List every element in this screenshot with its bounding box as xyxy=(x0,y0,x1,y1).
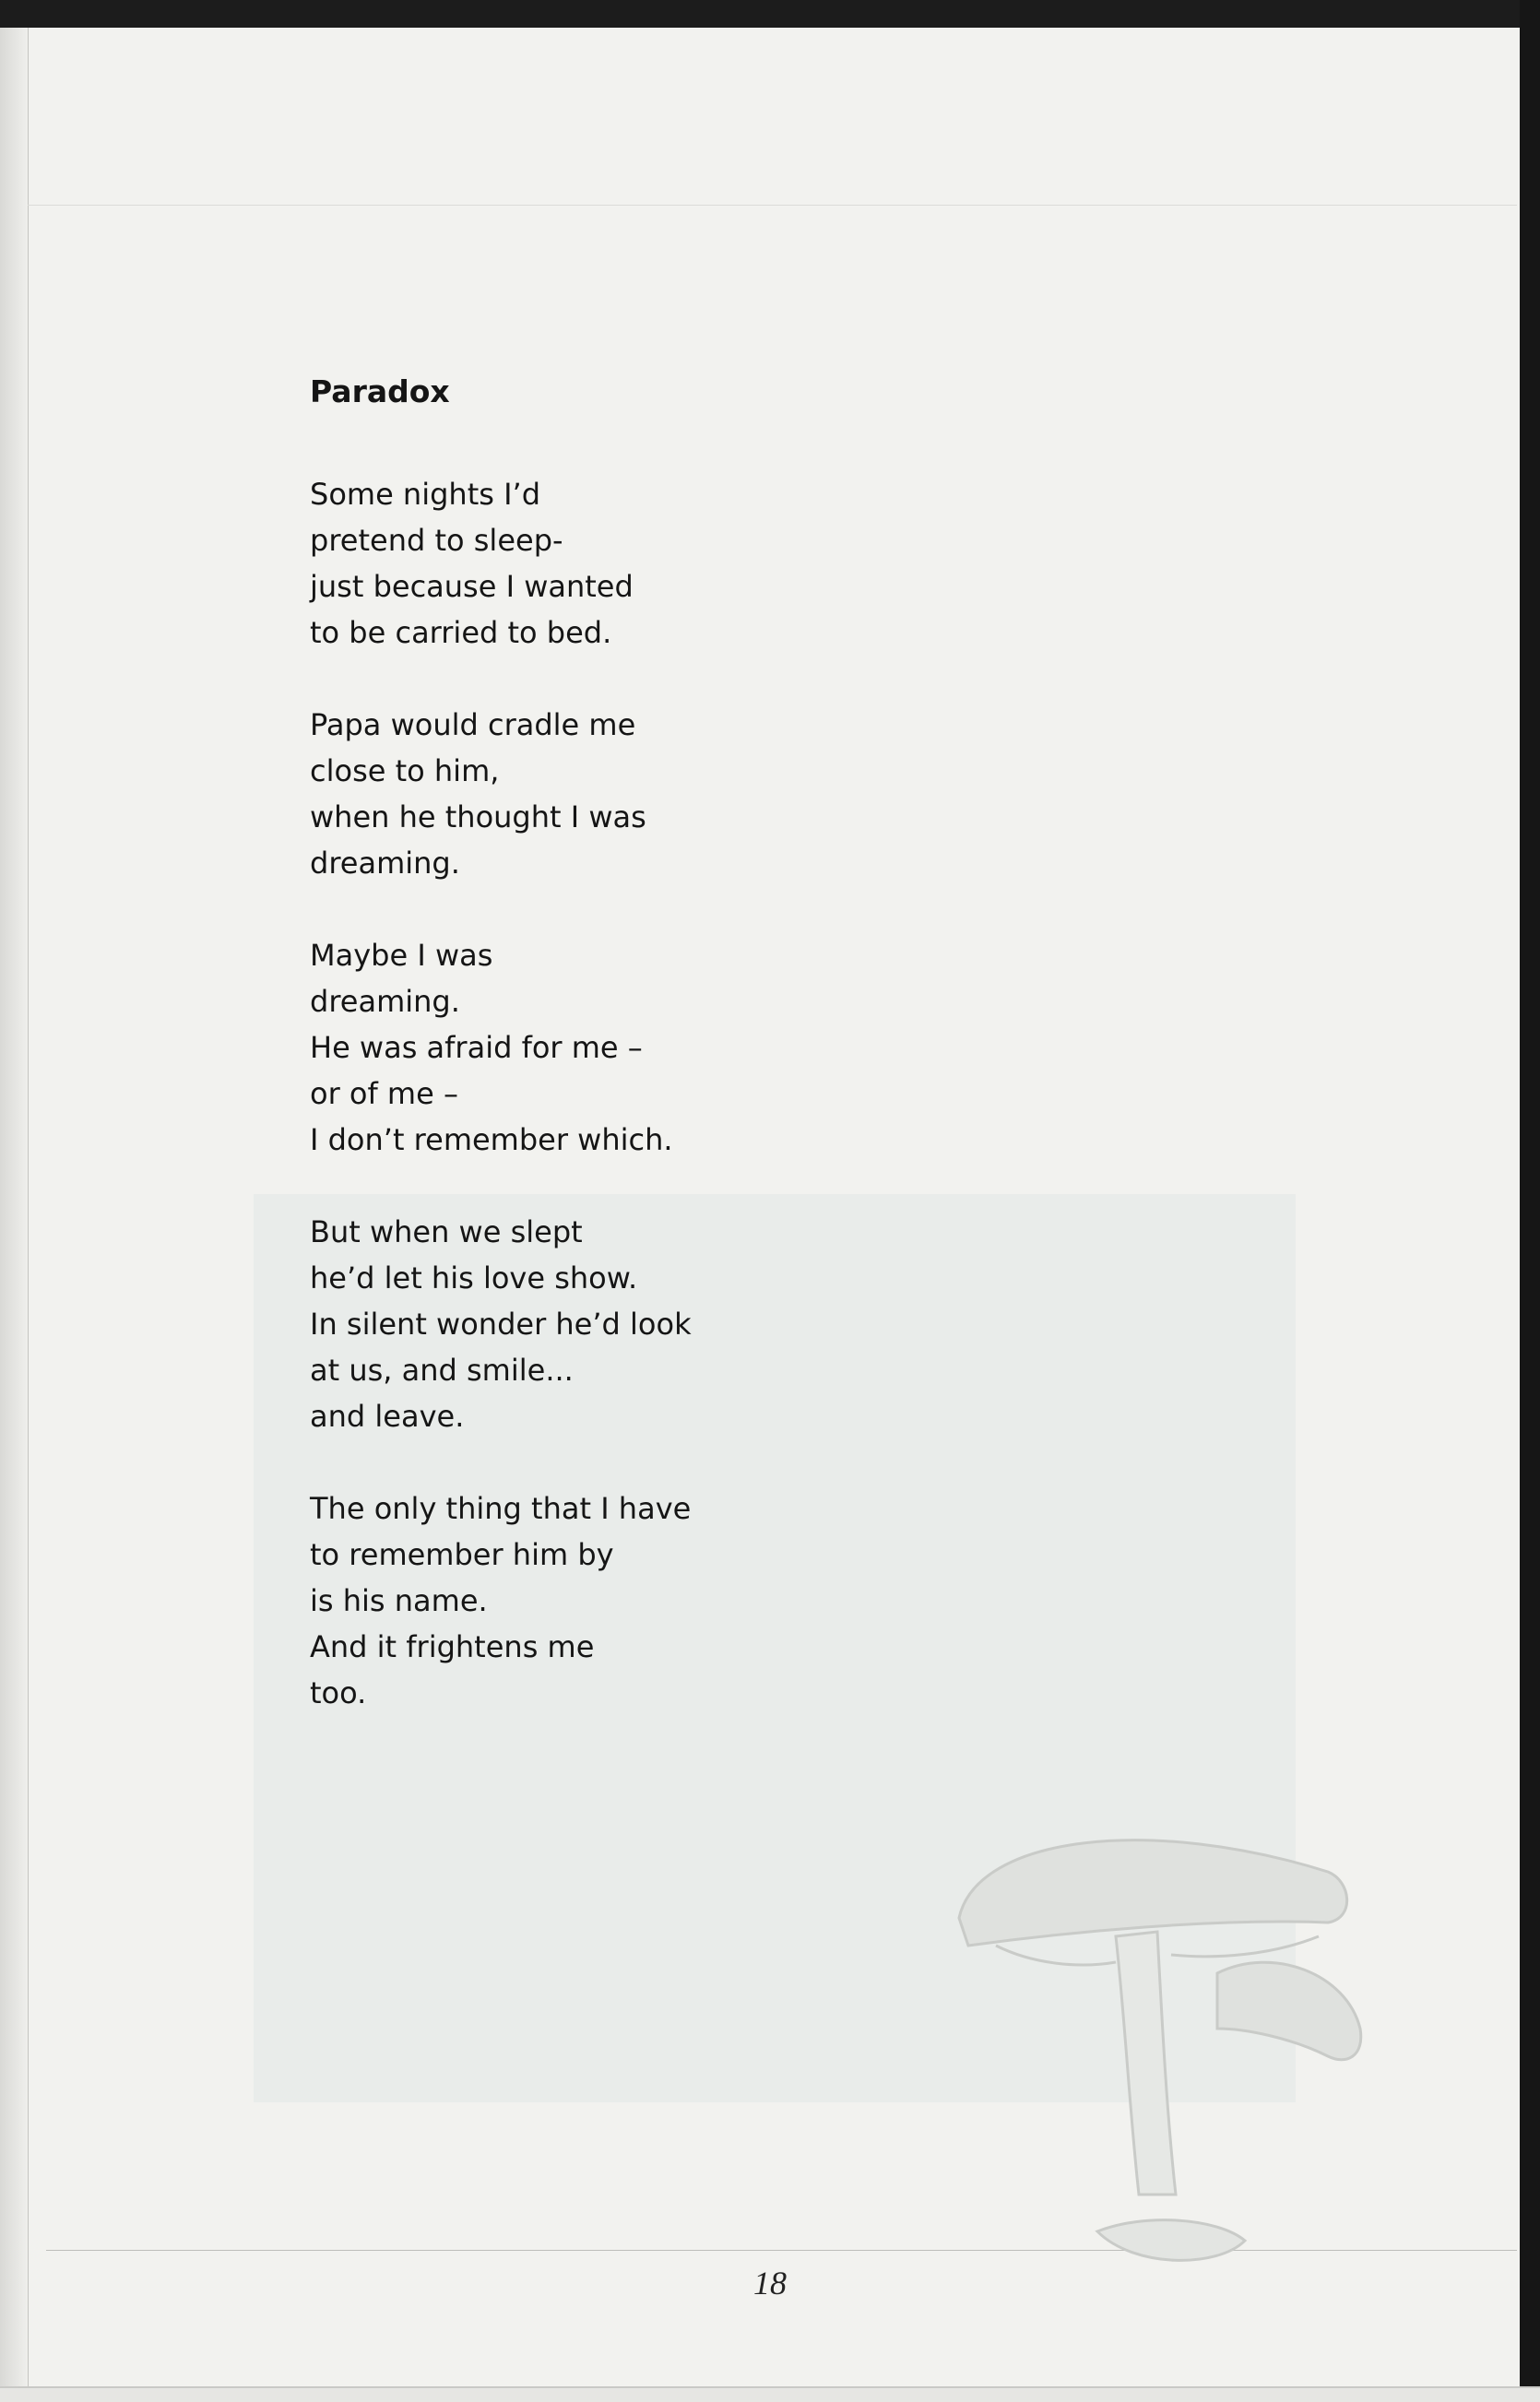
scan-bottom-edge xyxy=(0,2386,1540,2402)
poem-title: Paradox xyxy=(310,373,450,409)
poem-line: to be carried to bed. xyxy=(310,615,612,650)
poem-line: In silent wonder he’d look xyxy=(310,1307,692,1342)
poem-line: is his name. xyxy=(310,1583,488,1618)
mushroom-illustration-icon xyxy=(941,1807,1365,2305)
stanza xyxy=(310,932,692,1163)
bleed-through-rule xyxy=(28,205,1517,206)
poem-line: Some nights I’d xyxy=(310,477,540,512)
poem-line: And it frightens me xyxy=(310,1629,595,1664)
poem-line: He was afraid for me – xyxy=(310,1030,643,1065)
poem-line: he’d let his love show. xyxy=(310,1260,638,1296)
stanza xyxy=(310,702,692,886)
poem-line: at us, and smile... xyxy=(310,1353,574,1388)
poem-line: when he thought I was xyxy=(310,799,646,834)
poem-line: Maybe I was xyxy=(310,938,493,973)
poem-line: I don’t remember which. xyxy=(310,1122,673,1157)
scan-top-edge xyxy=(0,0,1540,28)
poem-line: The only thing that I have xyxy=(310,1491,692,1526)
page-binding-edge xyxy=(0,28,29,2388)
poem xyxy=(310,364,692,1762)
poem-line: pretend to sleep- xyxy=(310,523,563,558)
poem-line: just because I wanted xyxy=(310,569,634,604)
stanza xyxy=(310,1485,692,1716)
scan-right-edge xyxy=(1520,0,1540,2400)
poem-line: to remember him by xyxy=(310,1537,614,1572)
stanza xyxy=(310,471,692,656)
poem-line: close to him, xyxy=(310,753,500,788)
poem-line: too. xyxy=(310,1675,367,1710)
poem-line: But when we slept xyxy=(310,1214,583,1249)
poem-line: and leave. xyxy=(310,1399,465,1434)
poem-line: Papa would cradle me xyxy=(310,707,636,742)
stanza xyxy=(310,1209,692,1439)
poem-line: dreaming. xyxy=(310,984,460,1019)
poem-line: or of me – xyxy=(310,1076,458,1111)
poem-line: dreaming. xyxy=(310,846,460,881)
page-number: 18 xyxy=(753,2265,787,2301)
